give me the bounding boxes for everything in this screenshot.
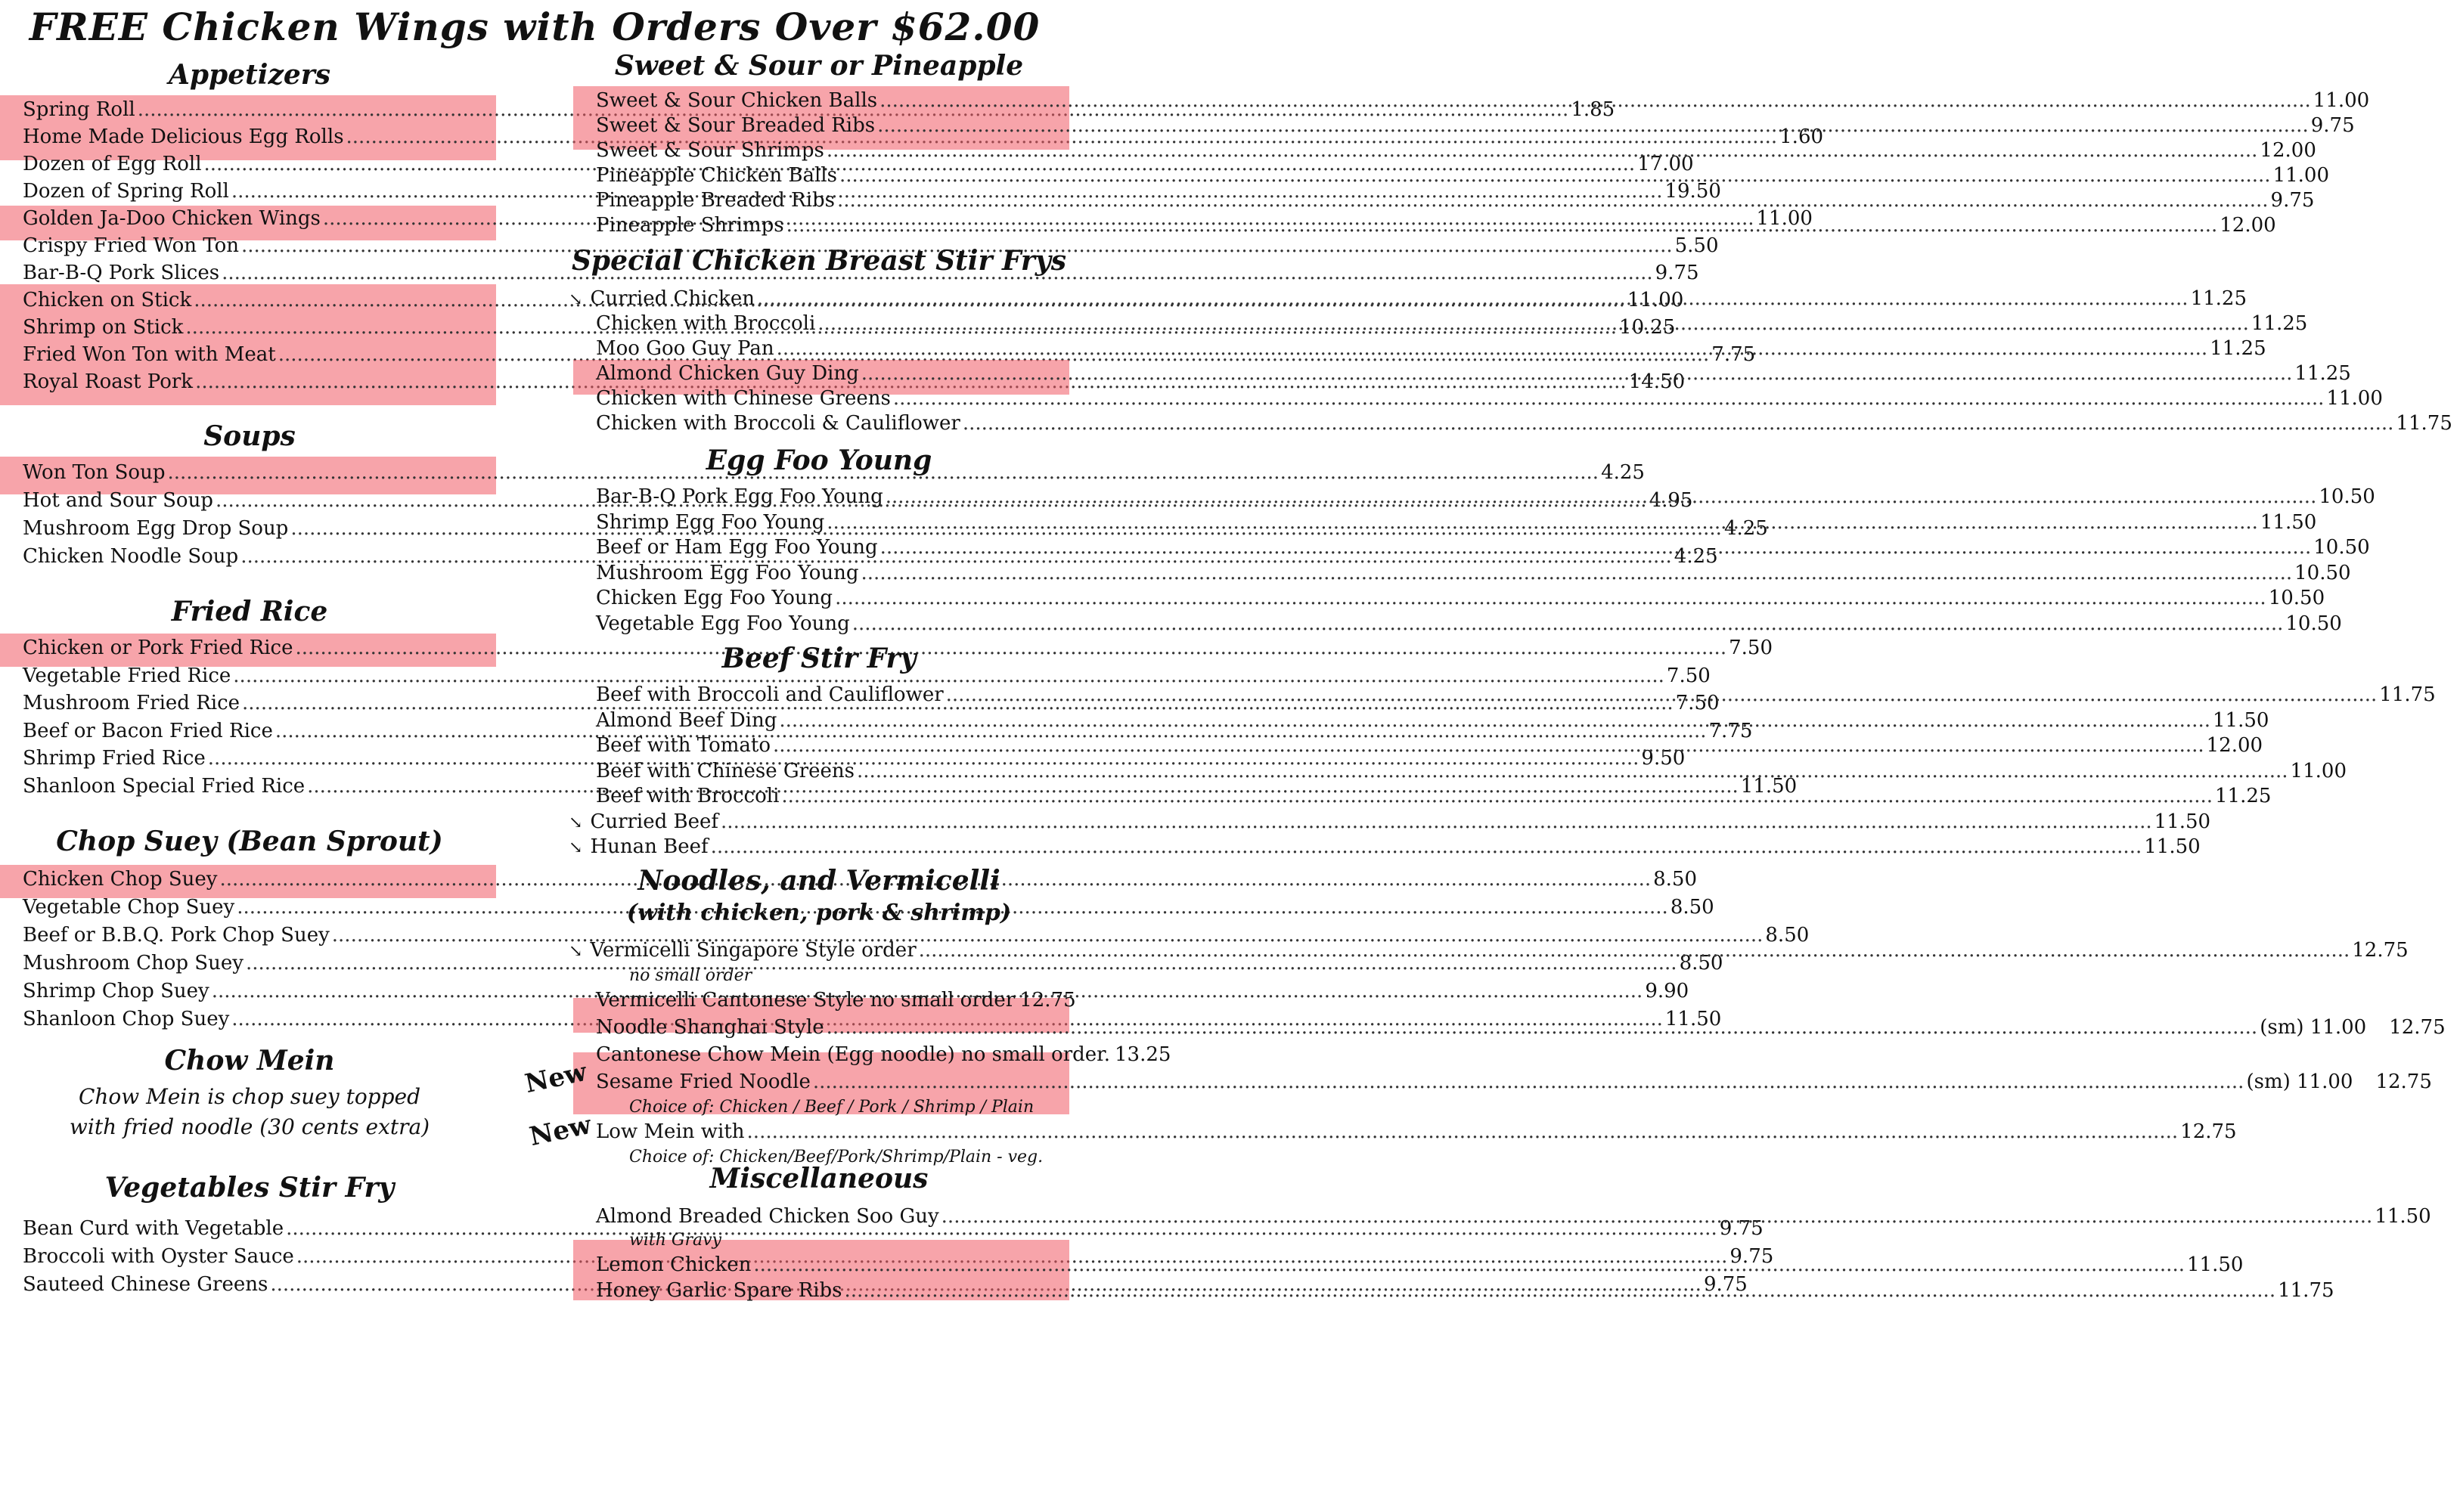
item-name: Low Mein with bbox=[596, 1120, 745, 1143]
item-name: with Gravy bbox=[629, 1231, 721, 1250]
item-name: Vegetable Chop Suey bbox=[23, 896, 235, 919]
item-price: 7.75 bbox=[1711, 343, 1756, 366]
item-name: Mushroom Egg Drop Soup bbox=[23, 517, 289, 540]
item-name: Spring Roll bbox=[23, 98, 135, 121]
item-price: 11.00 bbox=[2326, 387, 2383, 410]
item-price: 11.50 bbox=[1740, 774, 1798, 798]
item-price: 10.50 bbox=[2313, 536, 2370, 559]
item-price: 11.25 bbox=[2190, 287, 2247, 310]
item-price: 4.95 bbox=[1649, 489, 1693, 512]
item-name: Beef with Chinese Greens bbox=[596, 759, 855, 782]
item-name: Chicken Egg Foo Young bbox=[596, 587, 833, 609]
item-price: 11.25 bbox=[2251, 312, 2308, 335]
leader-dots bbox=[893, 387, 2325, 410]
leader-dots bbox=[857, 760, 2288, 782]
chili-icon: ↘ bbox=[569, 813, 583, 832]
leader-dots bbox=[827, 139, 2258, 162]
leader-dots bbox=[827, 1016, 2258, 1039]
item-price: 12.75 bbox=[2375, 1070, 2432, 1093]
item-name: Sweet & Sour Chicken Balls bbox=[596, 89, 878, 112]
item-name: Chicken with Broccoli & Cauliflower bbox=[596, 412, 960, 435]
item-name: Bean Curd with Vegetable bbox=[23, 1217, 284, 1240]
item-price: 11.00 bbox=[1627, 289, 1684, 311]
item-name: Chicken Noodle Soup bbox=[23, 545, 239, 568]
section-title-chop-suey: Chop Suey (Bean Sprout) bbox=[56, 826, 443, 857]
menu-item bbox=[0, 262, 1699, 289]
item-name: no small order bbox=[629, 966, 752, 985]
item-price: 8.50 bbox=[1765, 924, 1810, 947]
leader-dots bbox=[757, 287, 2189, 310]
menu-item bbox=[569, 835, 2201, 863]
item-price: 11.25 bbox=[2210, 337, 2266, 360]
menu-item bbox=[0, 461, 1645, 488]
chili-icon: ↘ bbox=[569, 838, 583, 857]
item-name: Honey Garlic Spare Ribs bbox=[596, 1279, 842, 1302]
leader-dots bbox=[827, 511, 2258, 534]
leader-dots bbox=[813, 1070, 2244, 1093]
item-price: 14.50 bbox=[1628, 370, 1686, 393]
leader-dots bbox=[877, 114, 2309, 137]
item-price: 12.75 bbox=[1019, 989, 1076, 1012]
leader-dots bbox=[753, 1253, 2185, 1276]
leader-dots bbox=[773, 734, 2204, 757]
item-price: 7.50 bbox=[1675, 692, 1720, 714]
item-name: Sesame Fried Noodle bbox=[596, 1070, 811, 1093]
small-price: (sm) 11.00 bbox=[2260, 1016, 2367, 1039]
item-price: 9.50 bbox=[1641, 747, 1686, 770]
item-name: Vermicelli Cantonese Style no small order bbox=[596, 989, 1016, 1012]
item-name: Pineapple Breaded Ribs bbox=[596, 189, 835, 212]
item-price: 8.50 bbox=[1679, 952, 1723, 974]
headline: FREE Chicken Wings with Orders Over $62.00 bbox=[29, 5, 1041, 49]
item-price: 11.50 bbox=[2144, 835, 2201, 858]
item-price: 11.50 bbox=[2186, 1253, 2244, 1276]
item-name: Shrimp Egg Foo Young bbox=[596, 510, 825, 534]
section-title-vegetables: Vegetables Stir Fry bbox=[104, 1172, 395, 1204]
item-price: 5.50 bbox=[1674, 234, 1719, 257]
section-title-soups: Soups bbox=[203, 420, 296, 452]
item-price: 19.50 bbox=[1664, 180, 1721, 203]
menu-item bbox=[0, 664, 1711, 692]
leader-dots bbox=[879, 89, 2311, 112]
section-title-chow-mein: Chow Mein bbox=[164, 1045, 335, 1077]
chili-icon: ↘ bbox=[569, 942, 583, 961]
item-name: Moo Goo Guy Pan bbox=[596, 337, 774, 360]
item-price: 10.25 bbox=[1619, 316, 1676, 339]
leader-dots bbox=[861, 562, 2293, 584]
item-price: 4.25 bbox=[1601, 461, 1645, 484]
menu-item bbox=[569, 412, 2452, 439]
item-name: Almond Chicken Guy Ding bbox=[596, 362, 859, 385]
leader-dots bbox=[721, 810, 2152, 833]
item-price: 11.25 bbox=[2215, 785, 2272, 807]
item-name: Won Ton Soup bbox=[23, 461, 166, 484]
item-price: 4.25 bbox=[1674, 545, 1718, 568]
item-price: 17.00 bbox=[1637, 153, 1694, 175]
item-price: 1.85 bbox=[1571, 98, 1615, 121]
item-price: 11.75 bbox=[2278, 1279, 2334, 1302]
item-name: Hunan Beef bbox=[590, 835, 709, 858]
item-name: Crispy Fried Won Ton bbox=[23, 234, 239, 257]
item-price: 11.00 bbox=[2290, 759, 2347, 782]
item-price: 10.50 bbox=[2268, 587, 2325, 609]
item-name: Sauteed Chinese Greens bbox=[23, 1273, 268, 1296]
item-price: 4.25 bbox=[1723, 517, 1768, 540]
item-name: Beef with Broccoli bbox=[596, 785, 780, 807]
item-name: Hot and Sour Soup bbox=[23, 489, 213, 512]
item-price: 11.50 bbox=[1664, 1008, 1722, 1030]
leader-dots bbox=[839, 164, 2271, 187]
section-title-fried-rice: Fried Rice bbox=[171, 596, 328, 627]
item-price: 11.00 bbox=[1756, 207, 1813, 230]
item-name: Lemon Chicken bbox=[596, 1253, 752, 1276]
item-name: Chicken Chop Suey bbox=[23, 868, 218, 891]
item-name: Home Made Delicious Egg Rolls bbox=[23, 125, 344, 148]
item-name: Mushroom Egg Foo Young bbox=[596, 561, 859, 584]
item-name: Beef or B.B.Q. Pork Chop Suey bbox=[23, 924, 330, 947]
leader-dots bbox=[844, 1279, 2275, 1302]
section-title-misc: Miscellaneous bbox=[709, 1163, 929, 1194]
item-price: 10.50 bbox=[2294, 561, 2351, 584]
menu-item bbox=[569, 561, 2351, 589]
leader-dots bbox=[886, 485, 2317, 508]
menu-item bbox=[569, 810, 2211, 838]
leader-dots bbox=[781, 785, 2213, 807]
menu-item bbox=[569, 387, 2383, 414]
item-name: Choice of: Chicken / Beef / Pork / Shrimp / Plain bbox=[629, 1098, 1035, 1117]
chili-icon: ↘ bbox=[569, 290, 583, 309]
section-subtitle-noodles: (with chicken, pork & shrimp) bbox=[626, 900, 1012, 926]
item-price: 12.75 bbox=[2352, 939, 2409, 962]
item-price: 12.00 bbox=[2220, 214, 2276, 237]
item-name: Broccoli with Oyster Sauce bbox=[23, 1245, 294, 1268]
item-name: Sweet & Sour Shrimps bbox=[596, 139, 824, 162]
item-name: Royal Roast Pork bbox=[23, 370, 194, 393]
item-name: Vermicelli Singapore Style order bbox=[590, 939, 917, 962]
item-price: 11.50 bbox=[2260, 510, 2317, 534]
item-price: 8.50 bbox=[1670, 896, 1714, 919]
item-price: 10.50 bbox=[2319, 485, 2375, 508]
section-title-appetizers: Appetizers bbox=[168, 59, 331, 91]
item-name: Bar-B-Q Pork Egg Foo Young bbox=[596, 485, 883, 508]
item-name: Chicken on Stick bbox=[23, 289, 192, 311]
chow-mein-note: Chow Mein is chop suey topped bbox=[78, 1084, 421, 1109]
leader-dots bbox=[747, 1120, 2179, 1143]
item-price: 11.50 bbox=[2212, 708, 2269, 732]
menu-item bbox=[569, 1043, 1171, 1070]
section-title-beef: Beef Stir Fry bbox=[721, 643, 917, 674]
item-price: 9.90 bbox=[1645, 980, 1689, 1002]
item-price: 9.75 bbox=[1655, 262, 1699, 284]
item-name: Beef with Tomato bbox=[596, 734, 771, 757]
item-price: 13.25 bbox=[1115, 1043, 1171, 1066]
item-name: Beef or Bacon Fried Rice bbox=[23, 719, 273, 742]
item-name: Chicken with Chinese Greens bbox=[596, 387, 891, 410]
item-price: 11.00 bbox=[2272, 164, 2329, 187]
item-name: Almond Beef Ding bbox=[596, 708, 777, 732]
leader-dots bbox=[779, 709, 2210, 732]
leader-dots bbox=[837, 189, 2269, 212]
item-price: 11.25 bbox=[2294, 362, 2351, 385]
new-label: New bbox=[526, 1109, 594, 1153]
item-name: Almond Breaded Chicken Soo Guy bbox=[596, 1205, 939, 1228]
item-name: Fried Won Ton with Meat bbox=[23, 343, 276, 366]
leader-dots bbox=[946, 683, 2378, 706]
leader-dots bbox=[942, 1205, 2373, 1228]
item-name: Beef or Ham Egg Foo Young bbox=[596, 536, 878, 559]
leader-dots bbox=[963, 412, 2394, 435]
menu-item bbox=[569, 587, 2325, 614]
item-name: Vegetable Egg Foo Young bbox=[596, 612, 850, 635]
item-name: Pineapple Shrimps bbox=[596, 214, 784, 237]
item-name: Vegetable Fried Rice bbox=[23, 664, 231, 687]
leader-dots bbox=[852, 612, 2284, 635]
item-name: Curried Chicken bbox=[590, 287, 755, 310]
item-price: 12.00 bbox=[2260, 139, 2316, 162]
item-price: 12.75 bbox=[2389, 1016, 2446, 1039]
small-price: (sm) 11.00 bbox=[2246, 1070, 2353, 1093]
menu-item bbox=[569, 1120, 2237, 1148]
item-name: Shrimp Fried Rice bbox=[23, 747, 206, 770]
section-title-noodles: Noodles, and Vermicelli bbox=[637, 865, 1000, 897]
item-price: 11.50 bbox=[2154, 810, 2211, 833]
item-name: Bar-B-Q Pork Slices bbox=[23, 262, 220, 284]
leader-dots bbox=[777, 337, 2208, 360]
item-name: Chicken with Broccoli bbox=[596, 312, 816, 335]
item-name: Sweet & Sour Breaded Ribs bbox=[596, 114, 876, 137]
item-name: Mushroom Chop Suey bbox=[23, 952, 244, 974]
item-name: Mushroom Fried Rice bbox=[23, 692, 240, 714]
item-price: 9.75 bbox=[2270, 189, 2315, 212]
leader-dots bbox=[919, 939, 2350, 962]
leader-dots bbox=[861, 362, 2293, 385]
item-price: 12.75 bbox=[2180, 1120, 2237, 1143]
menu-item bbox=[569, 989, 1076, 1016]
menu-item bbox=[569, 612, 2342, 640]
item-price: 11.50 bbox=[2375, 1205, 2431, 1228]
item-name: Shrimp Chop Suey bbox=[23, 980, 209, 1002]
item-price: 7.50 bbox=[1729, 637, 1773, 659]
item-price: 9.75 bbox=[2310, 114, 2355, 137]
menu-item bbox=[569, 1070, 2432, 1098]
item-name: Noodle Shanghai Style bbox=[596, 1016, 824, 1039]
item-price: 7.50 bbox=[1666, 664, 1711, 687]
item-name: Choice of: Chicken/Beef/Pork/Shrimp/Plain - veg. bbox=[629, 1148, 1044, 1167]
item-price: 11.00 bbox=[2313, 89, 2370, 112]
item-price: 12.00 bbox=[2206, 734, 2263, 757]
leader-dots bbox=[786, 214, 2218, 237]
leader-dots bbox=[880, 536, 2312, 559]
item-name: Golden Ja-Doo Chicken Wings bbox=[23, 207, 321, 230]
item-name: Shanloon Chop Suey bbox=[23, 1008, 230, 1030]
item-name: Shrimp on Stick bbox=[23, 316, 184, 339]
leader-dots bbox=[835, 587, 2266, 609]
item-price: 9.75 bbox=[1703, 1273, 1748, 1296]
section-title-chicken-breast: Special Chicken Breast Stir Frys bbox=[571, 245, 1067, 277]
item-price: 9.75 bbox=[1729, 1245, 1774, 1268]
section-title-egg-foo-young: Egg Foo Young bbox=[706, 445, 932, 476]
item-price: 11.75 bbox=[2379, 683, 2436, 706]
item-name: Cantonese Chow Mein (Egg noodle) no small order. bbox=[596, 1043, 1110, 1066]
item-name: Beef with Broccoli and Cauliflower bbox=[596, 683, 944, 706]
item-price: 11.75 bbox=[2396, 412, 2452, 435]
item-name: Dozen of Egg Roll bbox=[23, 153, 202, 175]
new-label: New bbox=[522, 1056, 590, 1100]
item-price: 10.50 bbox=[2285, 612, 2342, 635]
item-name: Shanloon Special Fried Rice bbox=[23, 774, 306, 798]
item-price: 8.50 bbox=[1653, 868, 1697, 891]
item-name: Curried Beef bbox=[590, 810, 719, 833]
item-name: Dozen of Spring Roll bbox=[23, 180, 229, 203]
item-price: 1.60 bbox=[1779, 125, 1824, 148]
item-price: 7.75 bbox=[1708, 719, 1753, 742]
section-title-sweet-sour: Sweet & Sour or Pineapple bbox=[614, 50, 1024, 82]
item-price: 9.75 bbox=[1719, 1217, 1764, 1240]
leader-dots bbox=[817, 312, 2249, 335]
item-name: Chicken or Pork Fried Rice bbox=[23, 637, 293, 659]
leader-dots bbox=[711, 835, 2142, 858]
chow-mein-note: with fried noodle (30 cents extra) bbox=[69, 1114, 430, 1139]
item-name: Pineapple Chicken Balls bbox=[596, 164, 837, 187]
